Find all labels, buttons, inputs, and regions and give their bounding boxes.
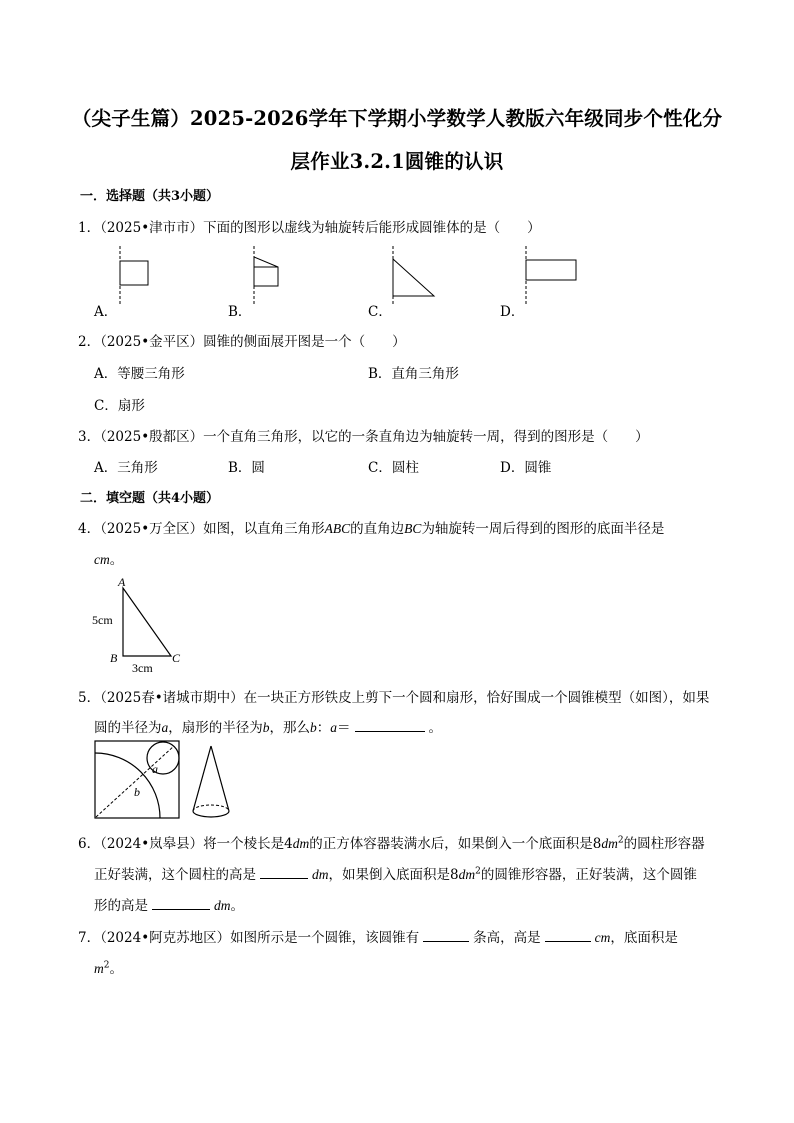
q6-answer-blank-2[interactable] xyxy=(152,897,210,910)
q5-ratio-a: a xyxy=(330,720,337,735)
cone-left-edge xyxy=(193,746,211,811)
q7-text-1b: 条高，高是 xyxy=(473,930,541,946)
q5-text-b: ，扇形的半径为 xyxy=(168,720,263,736)
q4-abc: ABC xyxy=(324,521,351,536)
q4-end: 。 xyxy=(109,552,124,568)
q2-option-b: B．直角三角形 xyxy=(368,366,459,382)
q5-var-a: a xyxy=(161,720,169,735)
q6-text-3a: 形的高是 xyxy=(94,898,148,914)
q6-area-2: 8 xyxy=(450,867,459,883)
q5-answer-blank[interactable] xyxy=(355,719,425,732)
vertex-c-label: C xyxy=(172,651,181,665)
q2-option-a: A．等腰三角形 xyxy=(94,366,185,382)
vertex-b-label: B xyxy=(110,651,118,665)
question-5-line-2 xyxy=(94,716,442,736)
q1-option-d: D． xyxy=(500,304,525,320)
q6-sq-2: 2 xyxy=(475,866,481,877)
q7-unit-cm: cm xyxy=(594,930,611,945)
q4-triangle-figure xyxy=(90,574,200,674)
q1-option-a-figure xyxy=(108,244,158,306)
question-6-line-2 xyxy=(94,863,697,883)
q4-mid: 的直角边 xyxy=(350,521,405,537)
title-line-1: （尖子生篇）2025-2026学年下学期小学数学人教版六年级同步个性化分 xyxy=(71,107,723,130)
q6-unit-5: dm xyxy=(214,898,231,913)
q7-unit-m: m xyxy=(94,961,104,976)
q6-end: 。 xyxy=(230,898,244,914)
q1-option-c: C． xyxy=(368,304,392,320)
q6-text-2a: 正好装满，这个圆柱的高是 xyxy=(94,867,256,883)
question-7-line-2 xyxy=(94,957,123,977)
q6-unit-4: dm xyxy=(458,867,476,882)
q5-square-figure xyxy=(94,740,184,820)
q6-text-2b: ，如果倒入底面积是 xyxy=(328,867,450,883)
vertex-a-label: A xyxy=(118,575,126,589)
q3-option-b: B．圆 xyxy=(228,460,265,476)
q6-text-2c: 的圆锥形容器，正好装满，这个圆锥 xyxy=(480,867,697,883)
q1-option-d-figure xyxy=(514,244,584,306)
q7-answer-blank-1[interactable] xyxy=(423,929,469,942)
q6-answer-blank-1[interactable] xyxy=(260,866,308,879)
q4-unit: cm xyxy=(94,552,110,567)
question-2-text: 2．（2025•金平区）圆锥的侧面展开图是一个（ ） xyxy=(78,334,406,350)
q7-end: 。 xyxy=(109,961,123,977)
title-line-2: 层作业3.2.1圆锥的认识 xyxy=(290,150,504,173)
q3-option-d: D．圆锥 xyxy=(500,460,552,476)
q6-unit-1: dm xyxy=(292,836,310,851)
q5-cone-figure xyxy=(190,744,240,822)
q3-option-c: C．圆柱 xyxy=(368,460,419,476)
radius-b-label: b xyxy=(134,785,140,799)
side-bc-length: 3cm xyxy=(132,661,153,674)
q2-option-c: C．扇形 xyxy=(94,398,145,414)
q6-unit-2: dm xyxy=(601,836,618,851)
q6-text-1b: 的正方体容器装满水后，如果倒入一个底面积是 xyxy=(309,836,593,852)
right-triangle-abc xyxy=(123,588,171,656)
q1-option-b-figure xyxy=(242,244,292,306)
question-4-text xyxy=(78,517,664,537)
question-1-text: 1．（2025•津市市）下面的图形以虚线为轴旋转后能形成圆锥体的是（ ） xyxy=(78,220,541,236)
q6-sq-1: 2 xyxy=(617,835,624,846)
question-6-line-1 xyxy=(78,832,705,852)
q7-answer-blank-2[interactable] xyxy=(545,929,591,942)
q5-colon: ： xyxy=(316,720,331,736)
q3-option-a: A．三角形 xyxy=(94,460,158,476)
section-heading-fill: 二．填空题（共4小题） xyxy=(80,491,220,506)
q5-text-a: 圆的半径为 xyxy=(94,720,162,736)
q1-option-a: A． xyxy=(94,304,118,320)
radius-a-label: a xyxy=(152,762,158,776)
q7-text-1a: 7．（2024•阿克苏地区）如图所示是一个圆锥，该圆锥有 xyxy=(78,930,420,946)
q1-option-b: B． xyxy=(228,304,252,320)
sector-arc xyxy=(95,753,160,818)
q6-area-1: 8 xyxy=(592,836,602,852)
q6-text-1c: 的圆柱形容器 xyxy=(623,836,705,852)
side-ab-length: 5cm xyxy=(92,613,113,627)
trapezoid-shape xyxy=(254,257,278,286)
diagonal-dashed xyxy=(96,746,174,817)
question-5-line-1: 5．（2025春•诸城市期中）在一块正方形铁皮上剪下一个圆和扇形，恰好围成一个圆锥模型（如图），如果 xyxy=(78,690,710,706)
q7-text-1c: ，底面积是 xyxy=(610,930,678,946)
cone-base-front xyxy=(193,811,229,817)
q6-text-1a: 6．（2024•岚皋县）将一个棱长是 xyxy=(78,836,285,852)
q5-eq: ＝ xyxy=(337,720,351,736)
rectangle-shape xyxy=(120,261,148,285)
rectangle-shape xyxy=(526,260,576,280)
q1-option-c-figure xyxy=(381,244,441,306)
q5-ratio-b: b xyxy=(310,720,317,735)
q5-var-b: b xyxy=(262,720,270,735)
q4-bc: BC xyxy=(404,521,422,536)
cone-base-back xyxy=(193,805,229,811)
cone-right-edge xyxy=(211,746,229,811)
q4-suffix: 为轴旋转一周后得到的图形的底面半径是 xyxy=(421,521,665,537)
q6-unit-3: dm xyxy=(312,867,329,882)
right-triangle-shape xyxy=(393,259,434,296)
q4-prefix: 4．（2025•万全区）如图，以直角三角形 xyxy=(78,521,325,537)
q5-text-c: ，那么 xyxy=(269,720,310,736)
q7-sq: 2 xyxy=(103,960,110,971)
question-4-answer-line xyxy=(94,548,123,568)
question-3-text: 3．（2025•殷都区）一个直角三角形，以它的一条直角边为轴旋转一周，得到的图形是（ ） xyxy=(78,429,649,445)
section-heading-choice: 一．选择题（共3小题） xyxy=(80,189,220,204)
question-7-line-1 xyxy=(78,926,678,946)
q6-edge: 4 xyxy=(284,836,293,852)
question-6-line-3 xyxy=(94,894,244,914)
q5-end: 。 xyxy=(428,720,442,736)
